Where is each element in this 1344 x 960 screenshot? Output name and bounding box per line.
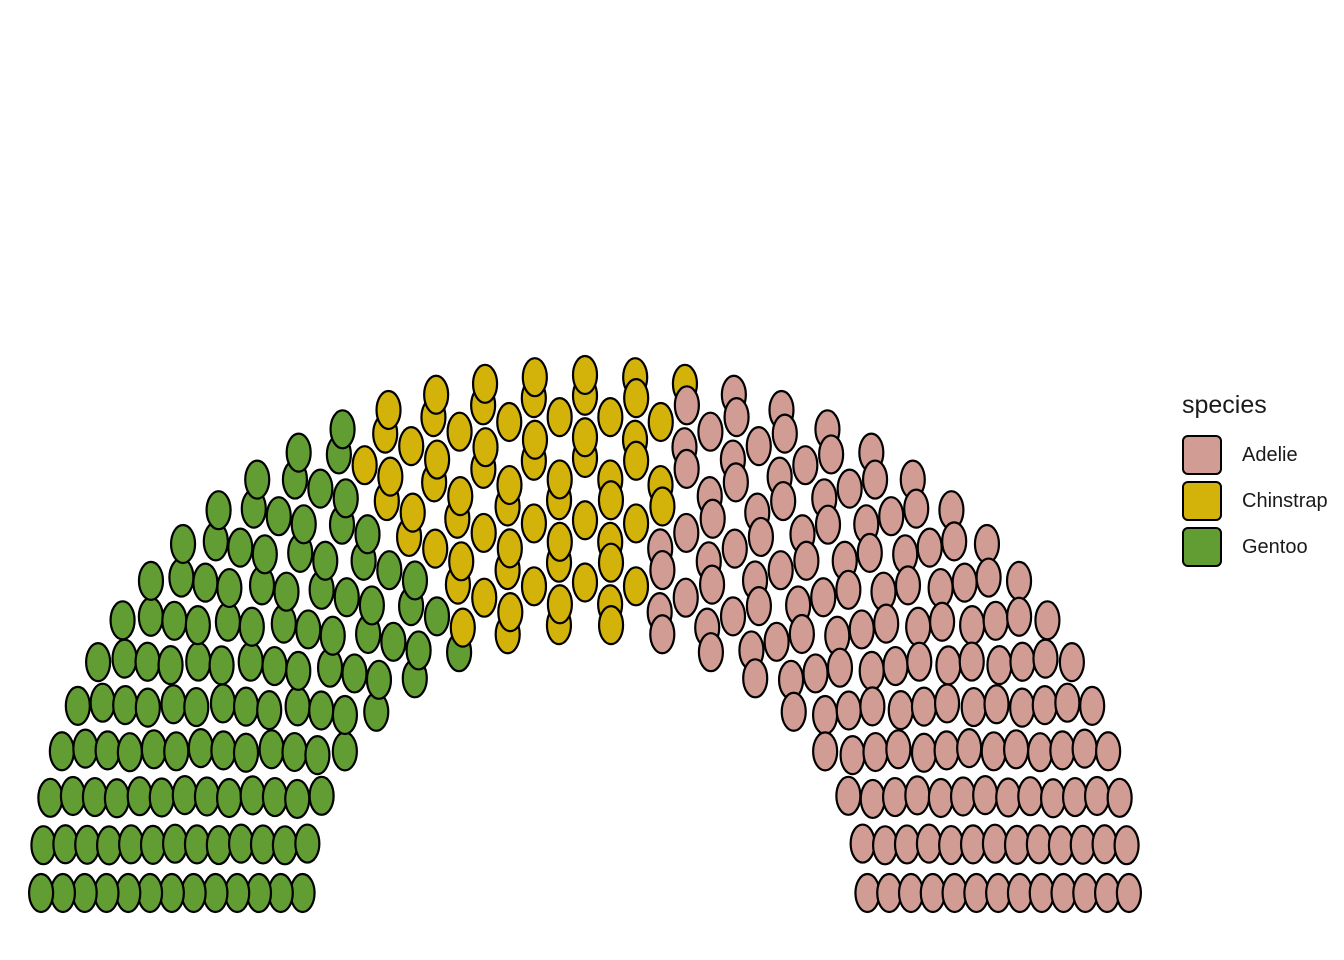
legend-item-chinstrap [1182, 478, 1344, 524]
seat-gentoo [239, 643, 263, 681]
seat-gentoo [269, 874, 293, 912]
seat-chinstrap [624, 504, 648, 542]
seat-adelie [1027, 825, 1051, 863]
seat-adelie [851, 825, 875, 863]
seat-adelie [816, 506, 840, 544]
seat-gentoo [425, 597, 449, 635]
seat-chinstrap [497, 466, 521, 504]
seat-gentoo [334, 479, 358, 517]
seat-adelie [699, 633, 723, 671]
seat-gentoo [377, 551, 401, 589]
seat-adelie [884, 647, 908, 685]
seat-chinstrap [599, 544, 623, 582]
seat-adelie [936, 646, 960, 684]
seat-adelie [782, 693, 806, 731]
seat-adelie [973, 776, 997, 814]
seat-gentoo [171, 525, 195, 563]
seat-chinstrap [624, 567, 648, 605]
seat-chinstrap [472, 514, 496, 552]
seat-gentoo [310, 777, 334, 815]
seat-gentoo [356, 515, 380, 553]
seat-chinstrap [598, 398, 622, 436]
seat-gentoo [29, 874, 53, 912]
seat-chinstrap [599, 606, 623, 644]
seat-adelie [1117, 874, 1141, 912]
seat-gentoo [335, 578, 359, 616]
seat-chinstrap [425, 441, 449, 479]
seat-adelie [1004, 730, 1028, 768]
seat-gentoo [119, 825, 143, 863]
seat-adelie [1028, 733, 1052, 771]
seat-adelie [838, 470, 862, 508]
seat-gentoo [257, 691, 281, 729]
seat-gentoo [247, 874, 271, 912]
seat-adelie [942, 522, 966, 560]
seat-gentoo [189, 729, 213, 767]
seat-adelie [790, 615, 814, 653]
seat-gentoo [210, 646, 234, 684]
seat-gentoo [273, 826, 297, 864]
seat-chinstrap [650, 487, 674, 525]
seat-gentoo [245, 461, 269, 499]
seat-gentoo [136, 689, 160, 727]
seat-adelie [701, 500, 725, 538]
seat-adelie [747, 427, 771, 465]
seat-gentoo [111, 601, 135, 639]
seat-gentoo [53, 825, 77, 863]
seat-gentoo [75, 826, 99, 864]
seat-adelie [1007, 562, 1031, 600]
seat-adelie [1073, 730, 1097, 768]
seat-gentoo [50, 732, 74, 770]
seat-chinstrap [522, 504, 546, 542]
seat-adelie [1035, 601, 1059, 639]
seat-chinstrap [624, 379, 648, 417]
seat-adelie [961, 825, 985, 863]
seat-gentoo [295, 825, 319, 863]
seat-adelie [907, 643, 931, 681]
seat-adelie [1041, 779, 1065, 817]
seat-adelie [953, 564, 977, 602]
seat-chinstrap [424, 376, 448, 414]
legend-label-gentoo: Gentoo [1242, 535, 1308, 558]
seat-adelie [1060, 643, 1084, 681]
seat-adelie [793, 446, 817, 484]
seat-adelie [828, 649, 852, 687]
legend-title: species [1182, 391, 1267, 419]
seat-adelie [743, 659, 767, 697]
seat-gentoo [139, 562, 163, 600]
seat-adelie [700, 566, 724, 604]
seat-chinstrap [353, 446, 377, 484]
seat-adelie [773, 415, 797, 453]
seat-gentoo [217, 779, 241, 817]
seat-adelie [1071, 826, 1095, 864]
seat-adelie [1033, 640, 1057, 678]
seat-adelie [861, 780, 885, 818]
seat-gentoo [182, 874, 206, 912]
seat-gentoo [141, 826, 165, 864]
seat-adelie [675, 450, 699, 488]
seat-adelie [1010, 643, 1034, 681]
seat-gentoo [138, 874, 162, 912]
seat-gentoo [287, 434, 311, 472]
seat-gentoo [333, 696, 357, 734]
seat-adelie [1063, 778, 1087, 816]
seat-gentoo [136, 643, 160, 681]
seat-adelie [1008, 874, 1032, 912]
seat-gentoo [291, 874, 315, 912]
seat-adelie [1007, 598, 1031, 636]
seat-adelie [860, 652, 884, 690]
seat-gentoo [381, 623, 405, 661]
seat-chinstrap [448, 477, 472, 515]
seat-gentoo [91, 684, 115, 722]
seat-gentoo [193, 564, 217, 602]
seat-chinstrap [548, 523, 572, 561]
seat-adelie [837, 691, 861, 729]
seat-adelie [813, 696, 837, 734]
seat-adelie [674, 579, 698, 617]
seat-gentoo [309, 691, 333, 729]
seat-chinstrap [423, 530, 447, 568]
seat-chinstrap [573, 418, 597, 456]
seat-chinstrap [573, 501, 597, 539]
seat-adelie [863, 733, 887, 771]
seat-gentoo [186, 606, 210, 644]
seat-gentoo [305, 736, 329, 774]
seat-chinstrap [498, 593, 522, 631]
seat-adelie [855, 874, 879, 912]
seat-gentoo [142, 730, 166, 768]
seat-adelie [1055, 684, 1079, 722]
seat-gentoo [275, 573, 299, 611]
seat-gentoo [61, 777, 85, 815]
seat-gentoo [186, 643, 210, 681]
seat-chinstrap [573, 356, 597, 394]
seat-adelie [794, 542, 818, 580]
seat-adelie [975, 525, 999, 563]
seat-chinstrap [548, 460, 572, 498]
seat-adelie [873, 826, 897, 864]
seat-gentoo [31, 826, 55, 864]
seat-adelie [1095, 874, 1119, 912]
seat-adelie [725, 398, 749, 436]
seat-adelie [879, 497, 903, 535]
seat-gentoo [73, 730, 97, 768]
seat-chinstrap [451, 609, 475, 647]
seat-gentoo [403, 561, 427, 599]
seat-gentoo [97, 826, 121, 864]
seat-adelie [1010, 689, 1034, 727]
seat-adelie [921, 874, 945, 912]
seat-adelie [984, 602, 1008, 640]
seat-gentoo [195, 778, 219, 816]
seat-gentoo [94, 874, 118, 912]
seat-adelie [650, 615, 674, 653]
seat-adelie [771, 482, 795, 520]
seat-adelie [836, 571, 860, 609]
seat-gentoo [118, 733, 142, 771]
seat-adelie [674, 514, 698, 552]
seat-gentoo [321, 617, 345, 655]
seat-chinstrap [522, 567, 546, 605]
seat-chinstrap [548, 398, 572, 436]
seat-gentoo [163, 825, 187, 863]
seat-adelie [896, 566, 920, 604]
seat-adelie [939, 826, 963, 864]
seat-adelie [985, 685, 1009, 723]
seat-adelie [982, 732, 1006, 770]
seat-adelie [813, 732, 837, 770]
legend-item-adelie [1182, 432, 1344, 478]
seat-gentoo [342, 654, 366, 692]
seat-gentoo [285, 780, 309, 818]
seat-adelie [1073, 874, 1097, 912]
seat-adelie [1093, 825, 1117, 863]
seat-adelie [1096, 732, 1120, 770]
seat-gentoo [360, 586, 384, 624]
seat-gentoo [38, 779, 62, 817]
seat-adelie [986, 874, 1010, 912]
seat-gentoo [260, 730, 284, 768]
seat-adelie [935, 684, 959, 722]
seat-adelie [1050, 731, 1074, 769]
seat-chinstrap [474, 428, 498, 466]
legend-label-adelie: Adelie [1242, 443, 1298, 466]
seat-gentoo [51, 874, 75, 912]
seat-chinstrap [573, 564, 597, 602]
seat-gentoo [161, 685, 185, 723]
seat-gentoo [229, 825, 253, 863]
seat-chinstrap [497, 403, 521, 441]
seat-gentoo [207, 491, 231, 529]
seat-gentoo [234, 688, 258, 726]
seat-gentoo [225, 874, 249, 912]
seat-gentoo [234, 734, 258, 772]
seat-chinstrap [498, 529, 522, 567]
seat-adelie [1049, 826, 1073, 864]
seat-chinstrap [399, 427, 423, 465]
seat-chinstrap [472, 579, 496, 617]
seat-chinstrap [378, 458, 402, 496]
seat-adelie [904, 490, 928, 528]
seat-adelie [983, 825, 1007, 863]
seat-chinstrap [473, 365, 497, 403]
seat-adelie [1005, 826, 1029, 864]
legend-swatch-gentoo [1182, 527, 1222, 567]
seat-gentoo [162, 602, 186, 640]
seat-adelie [930, 603, 954, 641]
seat-adelie [819, 435, 843, 473]
seat-gentoo [217, 569, 241, 607]
seat-adelie [1108, 779, 1132, 817]
seat-gentoo [241, 776, 265, 814]
seat-chinstrap [449, 542, 473, 580]
seat-gentoo [267, 497, 291, 535]
seat-gentoo [331, 410, 355, 448]
seat-adelie [1052, 874, 1076, 912]
seat-gentoo [113, 686, 137, 724]
seat-gentoo [139, 598, 163, 636]
seat-gentoo [173, 776, 197, 814]
seat-gentoo [169, 559, 193, 597]
seat-gentoo [263, 778, 287, 816]
seat-adelie [860, 687, 884, 725]
seat-gentoo [211, 684, 235, 722]
seat-gentoo [105, 779, 129, 817]
seat-gentoo [116, 874, 140, 912]
seat-gentoo [262, 647, 286, 685]
seat-gentoo [73, 874, 97, 912]
seat-gentoo [296, 610, 320, 648]
seat-chinstrap [448, 413, 472, 451]
seat-adelie [960, 643, 984, 681]
seat-gentoo [251, 825, 275, 863]
seat-gentoo [240, 608, 264, 646]
seat-adelie [675, 386, 699, 424]
seat-adelie [1085, 777, 1109, 815]
seat-adelie [1030, 874, 1054, 912]
seat-gentoo [159, 646, 183, 684]
legend [1182, 390, 1344, 570]
seat-adelie [1080, 687, 1104, 725]
seat-gentoo [283, 733, 307, 771]
seat-adelie [874, 605, 898, 643]
seat-gentoo [83, 778, 107, 816]
seat-chinstrap [599, 481, 623, 519]
seat-adelie [841, 736, 865, 774]
seat-adelie [863, 461, 887, 499]
seat-gentoo [216, 603, 240, 641]
seat-gentoo [292, 505, 316, 543]
seat-gentoo [286, 652, 310, 690]
seat-adelie [935, 731, 959, 769]
seat-gentoo [367, 661, 391, 699]
seat-chinstrap [523, 421, 547, 459]
seat-gentoo [128, 777, 152, 815]
seat-gentoo [313, 542, 337, 580]
seat-adelie [996, 778, 1020, 816]
seat-adelie [943, 874, 967, 912]
seat-adelie [951, 778, 975, 816]
seat-adelie [747, 587, 771, 625]
seat-adelie [850, 610, 874, 648]
seat-adelie [977, 559, 1001, 597]
seat-adelie [964, 874, 988, 912]
seat-gentoo [184, 688, 208, 726]
seat-adelie [899, 874, 923, 912]
seat-adelie [912, 734, 936, 772]
legend-swatch-chinstrap [1182, 481, 1222, 521]
seat-adelie [698, 413, 722, 451]
seat-adelie [765, 623, 789, 661]
seat-adelie [721, 597, 745, 635]
seat-gentoo [160, 874, 184, 912]
seat-adelie [650, 551, 674, 589]
seat-adelie [960, 606, 984, 644]
seat-chinstrap [401, 494, 425, 532]
seat-adelie [1018, 777, 1042, 815]
seat-gentoo [113, 640, 137, 678]
seat-gentoo [207, 826, 231, 864]
seat-gentoo [407, 631, 431, 669]
legend-swatch-adelie [1182, 435, 1222, 475]
legend-label-chinstrap: Chinstrap [1242, 489, 1328, 512]
seat-adelie [906, 608, 930, 646]
seat-gentoo [228, 529, 252, 567]
seat-adelie [723, 530, 747, 568]
seat-gentoo [203, 874, 227, 912]
seat-gentoo [286, 687, 310, 725]
seat-chinstrap [548, 585, 572, 623]
seat-adelie [905, 776, 929, 814]
seat-adelie [912, 688, 936, 726]
seat-chinstrap [649, 403, 673, 441]
seat-adelie [804, 654, 828, 692]
seat-gentoo [211, 731, 235, 769]
seat-gentoo [185, 825, 209, 863]
seat-adelie [769, 551, 793, 589]
seat-adelie [962, 688, 986, 726]
seat-adelie [877, 874, 901, 912]
legend-item-gentoo [1182, 524, 1344, 570]
seat-adelie [929, 779, 953, 817]
seat-chinstrap [523, 358, 547, 396]
seat-adelie [917, 825, 941, 863]
seat-adelie [749, 518, 773, 556]
seat-adelie [895, 825, 919, 863]
seat-gentoo [150, 778, 174, 816]
seat-adelie [957, 729, 981, 767]
seat-chinstrap [377, 391, 401, 429]
seat-chinstrap [624, 442, 648, 480]
seat-adelie [929, 569, 953, 607]
seat-adelie [987, 646, 1011, 684]
seat-adelie [836, 777, 860, 815]
seat-gentoo [333, 732, 357, 770]
seat-adelie [1115, 826, 1139, 864]
seat-adelie [811, 578, 835, 616]
seat-adelie [883, 778, 907, 816]
seat-adelie [918, 529, 942, 567]
seat-adelie [1033, 686, 1057, 724]
seat-gentoo [253, 535, 277, 573]
seat-gentoo [164, 732, 188, 770]
seat-adelie [724, 463, 748, 501]
seat-gentoo [66, 687, 90, 725]
seat-adelie [889, 691, 913, 729]
seat-adelie [858, 534, 882, 572]
seat-gentoo [308, 470, 332, 508]
seat-adelie [886, 730, 910, 768]
seat-gentoo [86, 643, 110, 681]
seat-gentoo [96, 731, 120, 769]
